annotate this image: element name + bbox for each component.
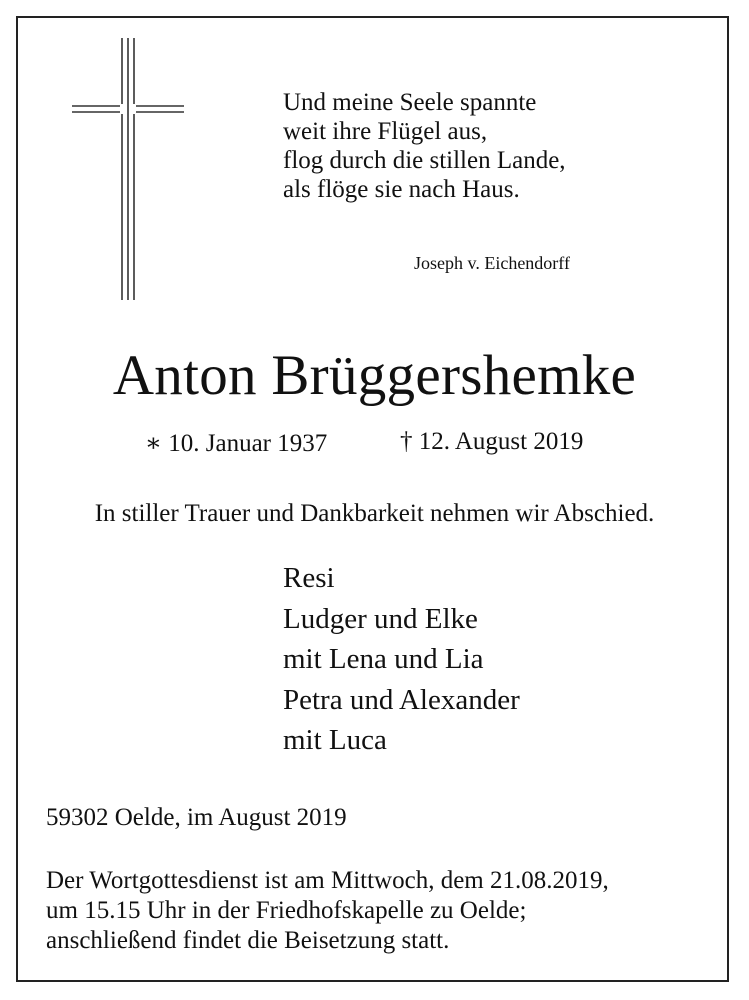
service-info [46, 866, 609, 956]
life-dates [145, 428, 584, 458]
mourners-list [283, 558, 520, 761]
mourner: Resi [283, 562, 335, 594]
birth-date: ∗ 10. Januar 1937 [145, 430, 328, 457]
poem-line: als flöge sie nach Haus. [283, 176, 520, 203]
deceased-name: Anton Brüggershemke [112, 344, 637, 407]
service-line: Der Wortgottesdienst ist am Mittwoch, dem 21.08.2019, [46, 867, 609, 894]
mourner: Ludger und Elke [283, 602, 478, 635]
death-date: † 12. August 2019 [400, 428, 584, 455]
poem-line: Und meine Seele spannte [283, 89, 537, 116]
cross-icon [72, 38, 184, 300]
poem [283, 88, 566, 204]
poem-author: Joseph v. Eichendorff [414, 253, 570, 273]
service-line: anschließend findet die Beisetzung statt. [46, 927, 450, 954]
poem-line: flog durch die stillen Lande, [283, 147, 566, 174]
farewell-line: In stiller Trauer und Dankbarkeit nehmen wir Abschied. [94, 500, 655, 527]
poem-line: weit ihre Flügel aus, [283, 118, 488, 145]
mourner: mit Luca [283, 724, 387, 756]
service-line: um 15.15 Uhr in der Friedhofskapelle zu Oelde; [46, 897, 527, 924]
place-date: 59302 Oelde, im August 2019 [46, 804, 347, 831]
mourner: mit Lena und Lia [283, 643, 484, 675]
mourner: Petra und Alexander [283, 683, 520, 716]
